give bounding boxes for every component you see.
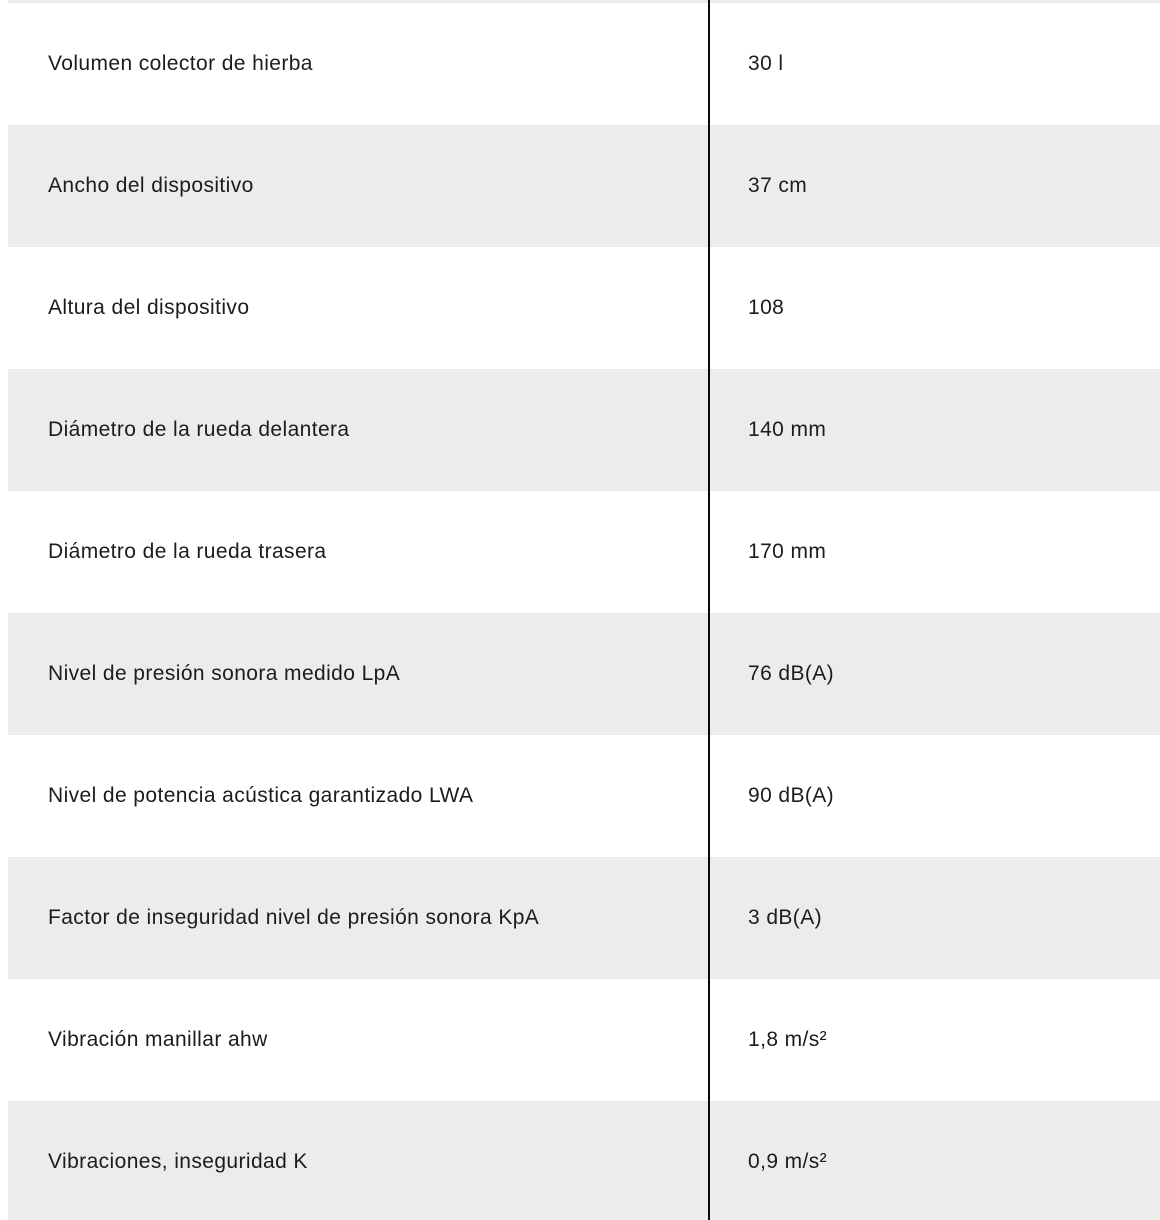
spec-label: Vibraciones, inseguridad K: [48, 1150, 308, 1173]
spec-row-sound-power-level: [0, 735, 1160, 857]
spec-value: 37 cm: [748, 174, 808, 197]
spec-row-grass-collector-volume: [0, 3, 1160, 125]
spec-value: 0,9 m/s²: [748, 1150, 828, 1173]
spec-value: 1,8 m/s²: [748, 1028, 828, 1051]
spec-value: 76 dB(A): [748, 662, 835, 685]
spec-label: Diámetro de la rueda trasera: [48, 540, 327, 563]
spec-row-device-width: [8, 125, 1160, 247]
spec-label: Factor de inseguridad nivel de presión sonora KpA: [48, 906, 540, 929]
spec-label: Ancho del dispositivo: [48, 174, 254, 197]
spec-value: 140 mm: [748, 418, 827, 441]
column-divider-line: [708, 0, 710, 1220]
spec-label: Altura del dispositivo: [48, 296, 250, 319]
spec-value: 3 dB(A): [748, 906, 822, 929]
spec-label: Diámetro de la rueda delantera: [48, 418, 350, 441]
spec-row-device-height: [0, 247, 1160, 369]
spec-row-sound-pressure-uncertainty: [8, 857, 1160, 979]
spec-label: Volumen colector de hierba: [48, 52, 313, 75]
spec-label: Nivel de potencia acústica garantizado LWA: [48, 784, 474, 807]
spec-row-handlebar-vibration: [0, 979, 1160, 1101]
spec-value: 90 dB(A): [748, 784, 835, 807]
spec-label: Nivel de presión sonora medido LpA: [48, 662, 401, 685]
spec-row-vibration-uncertainty: [8, 1101, 1160, 1220]
spec-value: 108: [748, 296, 785, 319]
spec-label: Vibración manillar ahw: [48, 1028, 268, 1051]
spec-value: 170 mm: [748, 540, 827, 563]
spec-row-rear-wheel-diameter: [0, 491, 1160, 613]
spec-value: 30 l: [748, 52, 784, 75]
spec-row-sound-pressure-level: [8, 613, 1160, 735]
spec-row-front-wheel-diameter: [8, 369, 1160, 491]
